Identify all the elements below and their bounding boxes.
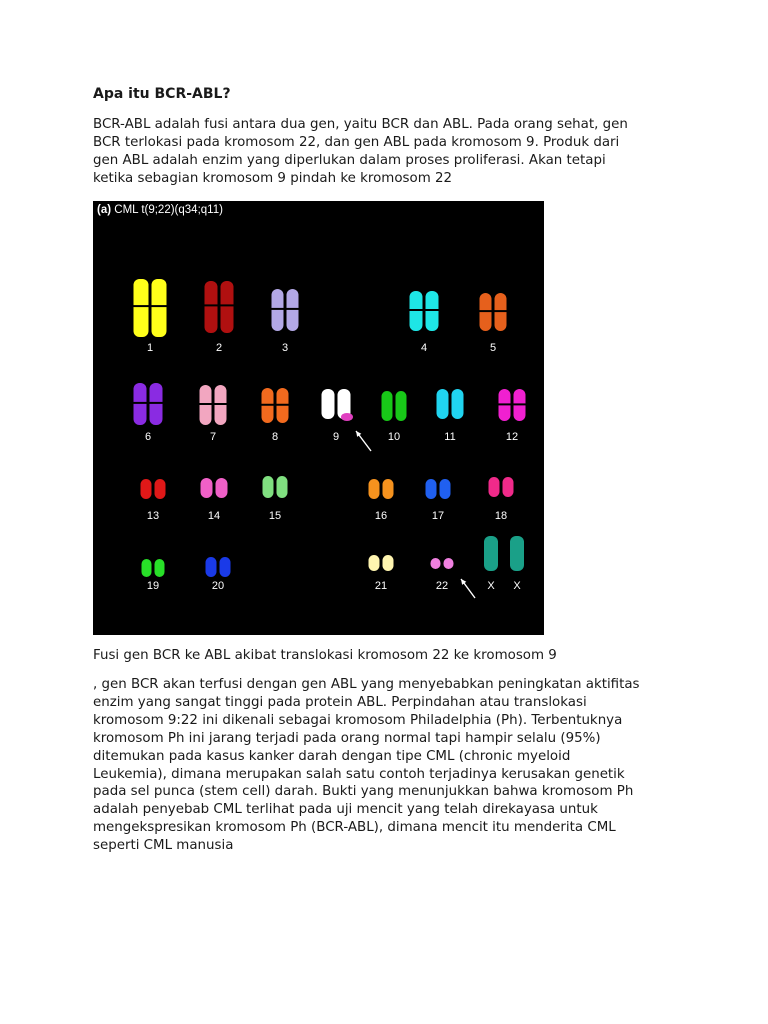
chromosome-pair-22 [431, 558, 454, 592]
karyotype-image [93, 201, 544, 635]
karyotype-figure [93, 201, 544, 635]
chromosome-label: 22 [435, 580, 449, 592]
chromosome-pair-20 [206, 557, 231, 592]
chromosome-label: 11 [444, 431, 456, 443]
figure-title-text: CML t(9;22)(q34;q11) [114, 204, 223, 216]
chromosome-label: 7 [209, 431, 217, 443]
figure-caption: Fusi gen BCR ke ABL akibat translokasi kromosom 22 ke kromosom 9 [93, 648, 557, 663]
chromosome-pair-X [484, 536, 498, 592]
chromosome-label: 9 [332, 431, 340, 443]
chromosome-label: 13 [146, 510, 160, 522]
chromosome-pair-14 [201, 478, 228, 522]
chromosome-label: 8 [271, 431, 279, 443]
chromosome-label: X [487, 580, 495, 592]
chromosome-label: 14 [207, 510, 221, 522]
chromosome-label: X [513, 580, 521, 592]
chromosome-label: 15 [268, 510, 282, 522]
chromosome-pair-5 [479, 293, 508, 354]
body-paragraph: , gen BCR akan terfusi dengan gen ABL yang menyebabkan peningkatan aktifitas enzim yang sangat tinggi pada protein ABL. Perpindahan atau translokasi kromosom 9:22 ini dikenali sebagai kromosom Philadelphia (Ph). Terbentuknya kromosom Ph ini jarang terjadi pada orang normal tapi hampir selalu (95%) ditemukan pada kasus kanker darah dengan tipe CML (chronic myeloid Leukemia), dimana merupakan salah satu contoh terjadinya kerusakan genetik pada sel punca (stem cell) darah. Bukti yang menunjukkan bahwa kromosom Ph adalah penyebab CML terlihat pada uji mencit yang telah direkayasa untuk mengekspresikan kromosom Ph (BCR-ABL), dimana mencit itu menderita CML seperti CML manusia [93, 677, 640, 854]
chromosome-label: 12 [505, 431, 519, 443]
chromosome-label: 18 [494, 510, 508, 522]
chromosome-pair-1 [133, 279, 168, 354]
chromosome-pair-6 [133, 383, 164, 443]
translocation-arrow-9 [356, 431, 371, 451]
chromosome-pair-17 [426, 479, 451, 522]
chromosome-pair-8 [261, 388, 290, 443]
intro-paragraph: BCR-ABL adalah fusi antara dua gen, yaitu BCR dan ABL. Pada orang sehat, gen BCR terlokasi pada kromosom 22, dan gen ABL pada kromosom 9. Produk dari gen ABL adalah enzim yang diperlukan dalam proses proliferasi. Akan tetapi ketika sebagian kromosom 9 pindah ke kromosom 22 [93, 117, 628, 186]
figure-panel-label: (a) [97, 204, 112, 216]
chromosome-pair-11 [437, 389, 464, 443]
chromosome-pair-10 [382, 391, 407, 443]
chromosome-label: 19 [146, 580, 160, 592]
chromosome-label: 20 [211, 580, 225, 592]
page-heading: Apa itu BCR-ABL? [93, 86, 231, 102]
chromosome-pair-3 [271, 289, 300, 354]
chromosome-label: 10 [387, 431, 401, 443]
chromosome-label: 4 [420, 342, 428, 354]
chromosome-pair-4 [409, 291, 440, 354]
chromosome-pair-13 [141, 479, 166, 522]
chromosome-label: 16 [374, 510, 388, 522]
chromosome-label: 5 [489, 342, 497, 354]
chromosome-label: 17 [431, 510, 445, 522]
chromosome-label: 21 [374, 580, 388, 592]
translocation-arrow-22 [461, 579, 475, 598]
chromosome-label: 1 [146, 342, 154, 354]
chromosome-pair-2 [204, 281, 235, 354]
chromosome-pair-7 [199, 385, 228, 443]
chromosome-pair-18 [489, 477, 514, 522]
chromosome-label: 3 [281, 342, 289, 354]
chromosome-pair-X-2 [510, 536, 524, 592]
figure-title [97, 204, 223, 216]
chromosome-pair-21 [369, 555, 394, 592]
chromosome-label: 6 [144, 431, 152, 443]
chromosome-pair-19 [142, 559, 165, 592]
chromosome-pair-12 [498, 389, 527, 443]
chromosome-label: 2 [215, 342, 223, 354]
chromosome-pair-16 [369, 479, 394, 522]
chromosome-pair-9 [322, 389, 354, 443]
chromosome-pair-15 [263, 476, 288, 522]
